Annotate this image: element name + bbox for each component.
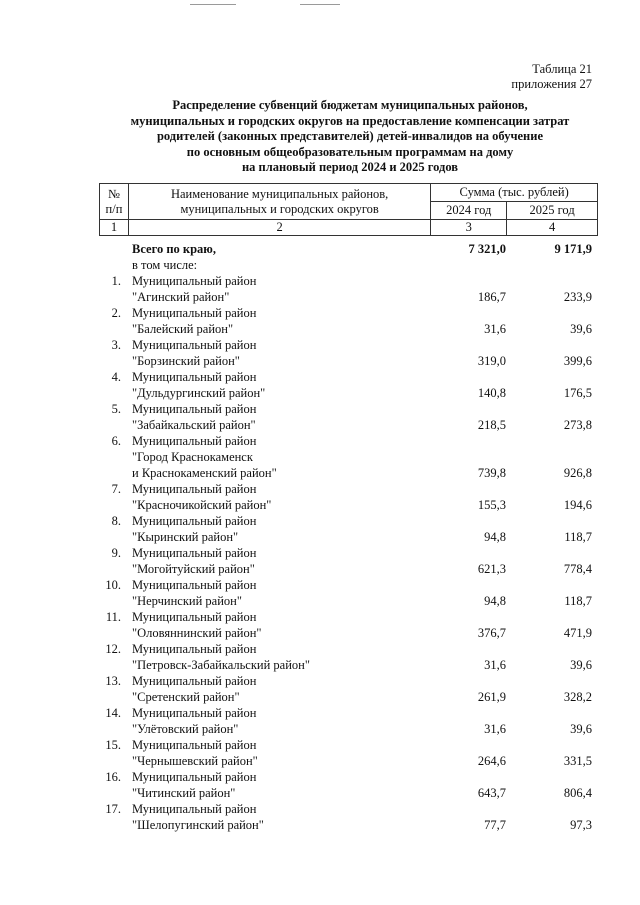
row-number: 17.	[105, 802, 121, 816]
district-name: и Краснокаменский район"	[132, 466, 277, 480]
column-header-number: № п/п	[100, 184, 129, 220]
table-row	[99, 385, 598, 401]
district-name: Муниципальный район	[132, 274, 257, 288]
sum-2024: 376,7	[477, 626, 506, 640]
row-number: 15.	[105, 738, 121, 752]
district-name: Муниципальный район	[132, 306, 257, 320]
title-line: муниципальных и городских округов на предоставление компенсации затрат	[130, 113, 570, 128]
district-name: "Балейский район"	[132, 322, 234, 336]
row-number: 11.	[105, 610, 121, 624]
district-name: "Забайкальский район"	[132, 418, 256, 432]
sum-2025: 926,8	[563, 466, 592, 480]
including-label: в том числе:	[132, 258, 198, 272]
district-name: Муниципальный район	[132, 434, 257, 448]
total-2024: 7 321,0	[468, 242, 506, 256]
district-name: "Кыринский район"	[132, 530, 239, 544]
sum-2024: 140,8	[477, 386, 506, 400]
district-name: "Агинский район"	[132, 290, 230, 304]
district-name: "Город Краснокаменск	[132, 450, 253, 464]
table-row	[99, 625, 598, 641]
sum-2024: 261,9	[477, 690, 506, 704]
row-number: 7.	[111, 482, 121, 496]
sum-2025: 118,7	[564, 594, 592, 608]
sum-2025: 273,8	[563, 418, 592, 432]
sum-2024: 94,8	[484, 594, 506, 608]
appendix-reference: приложения 27	[511, 77, 592, 91]
row-number: 2.	[111, 306, 121, 320]
table-row	[99, 401, 598, 417]
table-row	[99, 769, 598, 785]
sum-2025: 778,4	[563, 562, 592, 576]
row-number: 13.	[105, 674, 121, 688]
sum-2024: 94,8	[484, 530, 506, 544]
district-name: Муниципальный район	[132, 802, 257, 816]
table-row	[99, 689, 598, 705]
district-name: Муниципальный район	[132, 642, 257, 656]
table-row	[99, 641, 598, 657]
district-name: "Петровск-Забайкальский район"	[132, 658, 310, 672]
column-header-name: Наименование муниципальных районов, муниципальных и городских округов	[128, 184, 430, 220]
district-name: Муниципальный район	[132, 370, 257, 384]
sum-2024: 319,0	[477, 354, 506, 368]
table-row	[99, 721, 598, 737]
row-number: 14.	[105, 706, 121, 720]
district-name: "Могойтуйский район"	[132, 562, 255, 576]
row-number: 16.	[105, 770, 121, 784]
table-row	[99, 657, 598, 673]
table-row	[99, 801, 598, 817]
district-name: Муниципальный район	[132, 578, 257, 592]
sum-2025: 39,6	[570, 322, 592, 336]
district-name: "Читинский район"	[132, 786, 236, 800]
sum-2024: 31,6	[484, 322, 506, 336]
table-row	[99, 753, 598, 769]
sum-2025: 176,5	[563, 386, 592, 400]
district-name: "Дульдургинский район"	[132, 386, 266, 400]
column-header-2024: 2024 год	[431, 202, 507, 220]
total-row	[99, 241, 598, 257]
table-row	[99, 497, 598, 513]
table-row	[99, 465, 598, 481]
table-body	[99, 241, 598, 833]
total-2025: 9 171,9	[554, 242, 592, 256]
district-name: Муниципальный район	[132, 674, 257, 688]
title-line: Распределение субвенций бюджетам муниципальных районов,	[172, 98, 528, 112]
sum-2024: 186,7	[477, 290, 506, 304]
district-name: "Шелопугинский район"	[132, 818, 264, 832]
sum-2025: 399,6	[563, 354, 592, 368]
district-name: "Оловяннинский район"	[132, 626, 262, 640]
sum-2024: 77,7	[484, 818, 506, 832]
table-row	[99, 705, 598, 721]
table-row	[99, 545, 598, 561]
sum-2025: 194,6	[563, 498, 592, 512]
title-line: по основным общеобразовательным программам на дому	[186, 144, 514, 159]
district-name: "Борзинский район"	[132, 354, 240, 368]
sum-2024: 155,3	[477, 498, 506, 512]
row-number: 3.	[111, 338, 121, 352]
row-number: 1.	[111, 274, 121, 288]
district-name: Муниципальный район	[132, 738, 257, 752]
sum-2025: 328,2	[563, 690, 592, 704]
district-name: "Нерчинский район"	[132, 594, 242, 608]
row-number: 12.	[105, 642, 121, 656]
column-header-sum: Сумма (тыс. рублей)	[431, 184, 598, 202]
table-row	[99, 609, 598, 625]
total-label: Всего по краю,	[132, 242, 216, 256]
sum-2025: 39,6	[570, 658, 592, 672]
district-name: Муниципальный район	[132, 546, 257, 560]
district-name: Муниципальный район	[132, 610, 257, 624]
sum-2025: 233,9	[563, 290, 592, 304]
title-line: на плановый период 2024 и 2025 годов	[241, 160, 459, 174]
sum-2024: 31,6	[484, 722, 506, 736]
table-row	[99, 289, 598, 305]
district-name: Муниципальный район	[132, 402, 257, 416]
sum-2024: 31,6	[484, 658, 506, 672]
scan-artifact	[300, 4, 340, 5]
district-name: Муниципальный район	[132, 338, 257, 352]
district-name: Муниципальный район	[132, 482, 257, 496]
table-row	[99, 433, 598, 449]
scan-artifact	[190, 4, 236, 5]
sum-2025: 39,6	[570, 722, 592, 736]
district-name: Муниципальный район	[132, 706, 257, 720]
sub-label-row	[99, 257, 598, 273]
table-row	[99, 673, 598, 689]
district-name: Муниципальный район	[132, 514, 257, 528]
row-number: 10.	[105, 578, 121, 592]
title-line: родителей (законных представителей) детей-инвалидов на обучение	[156, 129, 544, 143]
table-header	[99, 183, 598, 236]
sum-2025: 118,7	[564, 530, 592, 544]
table-row	[99, 481, 598, 497]
district-name: "Чернышевский район"	[132, 754, 258, 768]
district-name: Муниципальный район	[132, 770, 257, 784]
sum-2024: 739,8	[477, 466, 506, 480]
table-row	[99, 369, 598, 385]
table-row	[99, 273, 598, 289]
table-number: Таблица 21	[532, 62, 592, 76]
table-row	[99, 561, 598, 577]
table-row	[99, 305, 598, 321]
sum-2024: 643,7	[477, 786, 506, 800]
table-row	[99, 785, 598, 801]
district-name: "Сретенский район"	[132, 690, 240, 704]
table-row	[99, 337, 598, 353]
sum-2024: 264,6	[477, 754, 506, 768]
document-title	[100, 98, 600, 176]
table-row	[99, 577, 598, 593]
table-row	[99, 817, 598, 833]
table-row	[99, 593, 598, 609]
row-number: 5.	[111, 402, 121, 416]
column-index-cell: 2	[128, 220, 430, 236]
sum-2025: 97,3	[570, 818, 592, 832]
row-number: 9.	[111, 546, 121, 560]
table-row	[99, 513, 598, 529]
table-row	[99, 449, 598, 465]
row-number: 4.	[111, 370, 121, 384]
table-row	[99, 353, 598, 369]
table-row	[99, 529, 598, 545]
column-header-2025: 2025 год	[507, 202, 598, 220]
sum-2025: 806,4	[563, 786, 592, 800]
sum-2024: 218,5	[477, 418, 506, 432]
sum-2025: 471,9	[563, 626, 592, 640]
sum-2025: 331,5	[563, 754, 592, 768]
table-row	[99, 321, 598, 337]
district-name: "Улётовский район"	[132, 722, 239, 736]
row-number: 6.	[111, 434, 121, 448]
column-index-cell: 1	[100, 220, 129, 236]
table-row	[99, 737, 598, 753]
table-row	[99, 417, 598, 433]
column-index-cell: 4	[507, 220, 598, 236]
column-index-cell: 3	[431, 220, 507, 236]
district-name: "Красночикойский район"	[132, 498, 272, 512]
sum-2024: 621,3	[477, 562, 506, 576]
row-number: 8.	[111, 514, 121, 528]
